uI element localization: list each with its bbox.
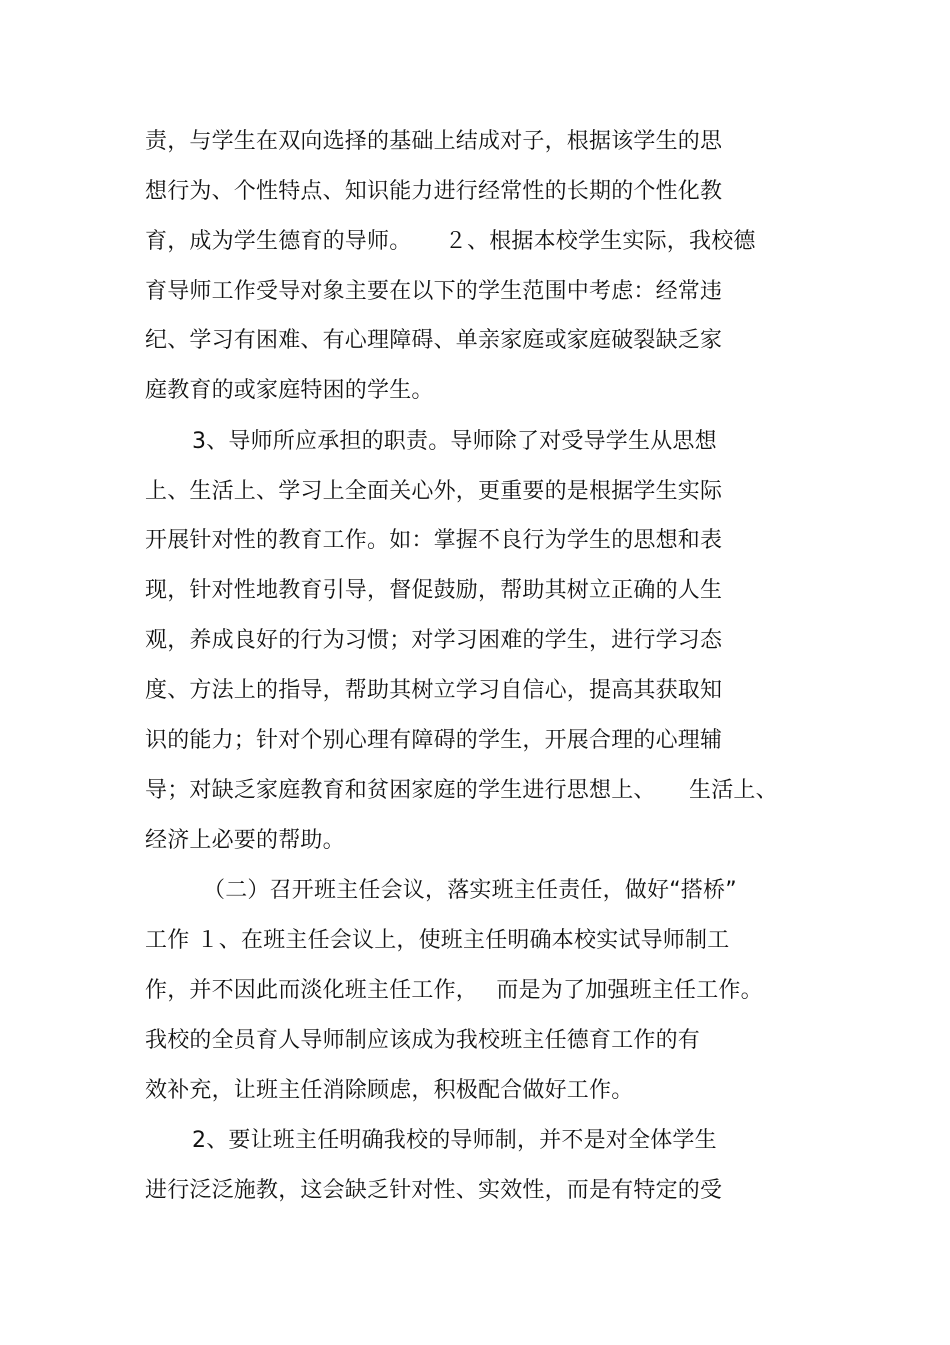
text-line: 度、方法上的指导，帮助其树立学习自信心，提高其获取知 xyxy=(145,678,723,703)
text-line: 导；对缺乏家庭教育和贫困家庭的学生进行思想上、 生活上、 xyxy=(145,778,778,803)
text-line: 2、要让班主任明确我校的导师制，并不是对全体学生 xyxy=(192,1128,717,1153)
text-line: 开展针对性的教育工作。如：掌握不良行为学生的思想和表 xyxy=(145,528,723,553)
text-line: 效补充，让班主任消除顾虑，积极配合做好工作。 xyxy=(145,1078,634,1103)
text-line: 责，与学生在双向选择的基础上结成对子，根据该学生的思 xyxy=(145,129,723,154)
text-line: 育导师工作受导对象主要在以下的学生范围中考虑：经常违 xyxy=(145,279,723,304)
text-line: 识的能力；针对个别心理有障碍的学生，开展合理的心理辅 xyxy=(145,728,723,753)
text-line: 现，针对性地教育引导，督促鼓励，帮助其树立正确的人生 xyxy=(145,578,723,603)
text-line: 进行泛泛施教，这会缺乏针对性、实效性，而是有特定的受 xyxy=(145,1178,723,1203)
text-line: 我校的全员育人导师制应该成为我校班主任德育工作的有 xyxy=(145,1028,701,1053)
text-line: 纪、学习有困难、有心理障碍、单亲家庭或家庭破裂缺乏家 xyxy=(145,328,723,353)
text-line: 工作 １、在班主任会议上，使班主任明确本校实试导师制工 xyxy=(145,928,730,953)
text-line: 观，养成良好的行为习惯；对学习困难的学生，进行学习态 xyxy=(145,628,723,653)
text-line: （二）召开班主任会议，落实班主任责任，做好“搭桥” xyxy=(203,878,737,903)
text-line: 育，成为学生德育的导师。 ２、根据本校学生实际，我校德 xyxy=(145,229,756,254)
text-line: 上、生活上、学习上全面关心外，更重要的是根据学生实际 xyxy=(145,479,723,504)
text-line: 作，并不因此而淡化班主任工作， 而是为了加强班主任工作。 xyxy=(145,978,763,1003)
text-line: 经济上必要的帮助。 xyxy=(145,828,345,853)
text-line: 3、导师所应承担的职责。导师除了对受导学生从思想 xyxy=(192,429,717,454)
text-line: 想行为、个性特点、知识能力进行经常性的长期的个性化教 xyxy=(145,179,723,204)
text-line: 庭教育的或家庭特困的学生。 xyxy=(145,378,434,403)
